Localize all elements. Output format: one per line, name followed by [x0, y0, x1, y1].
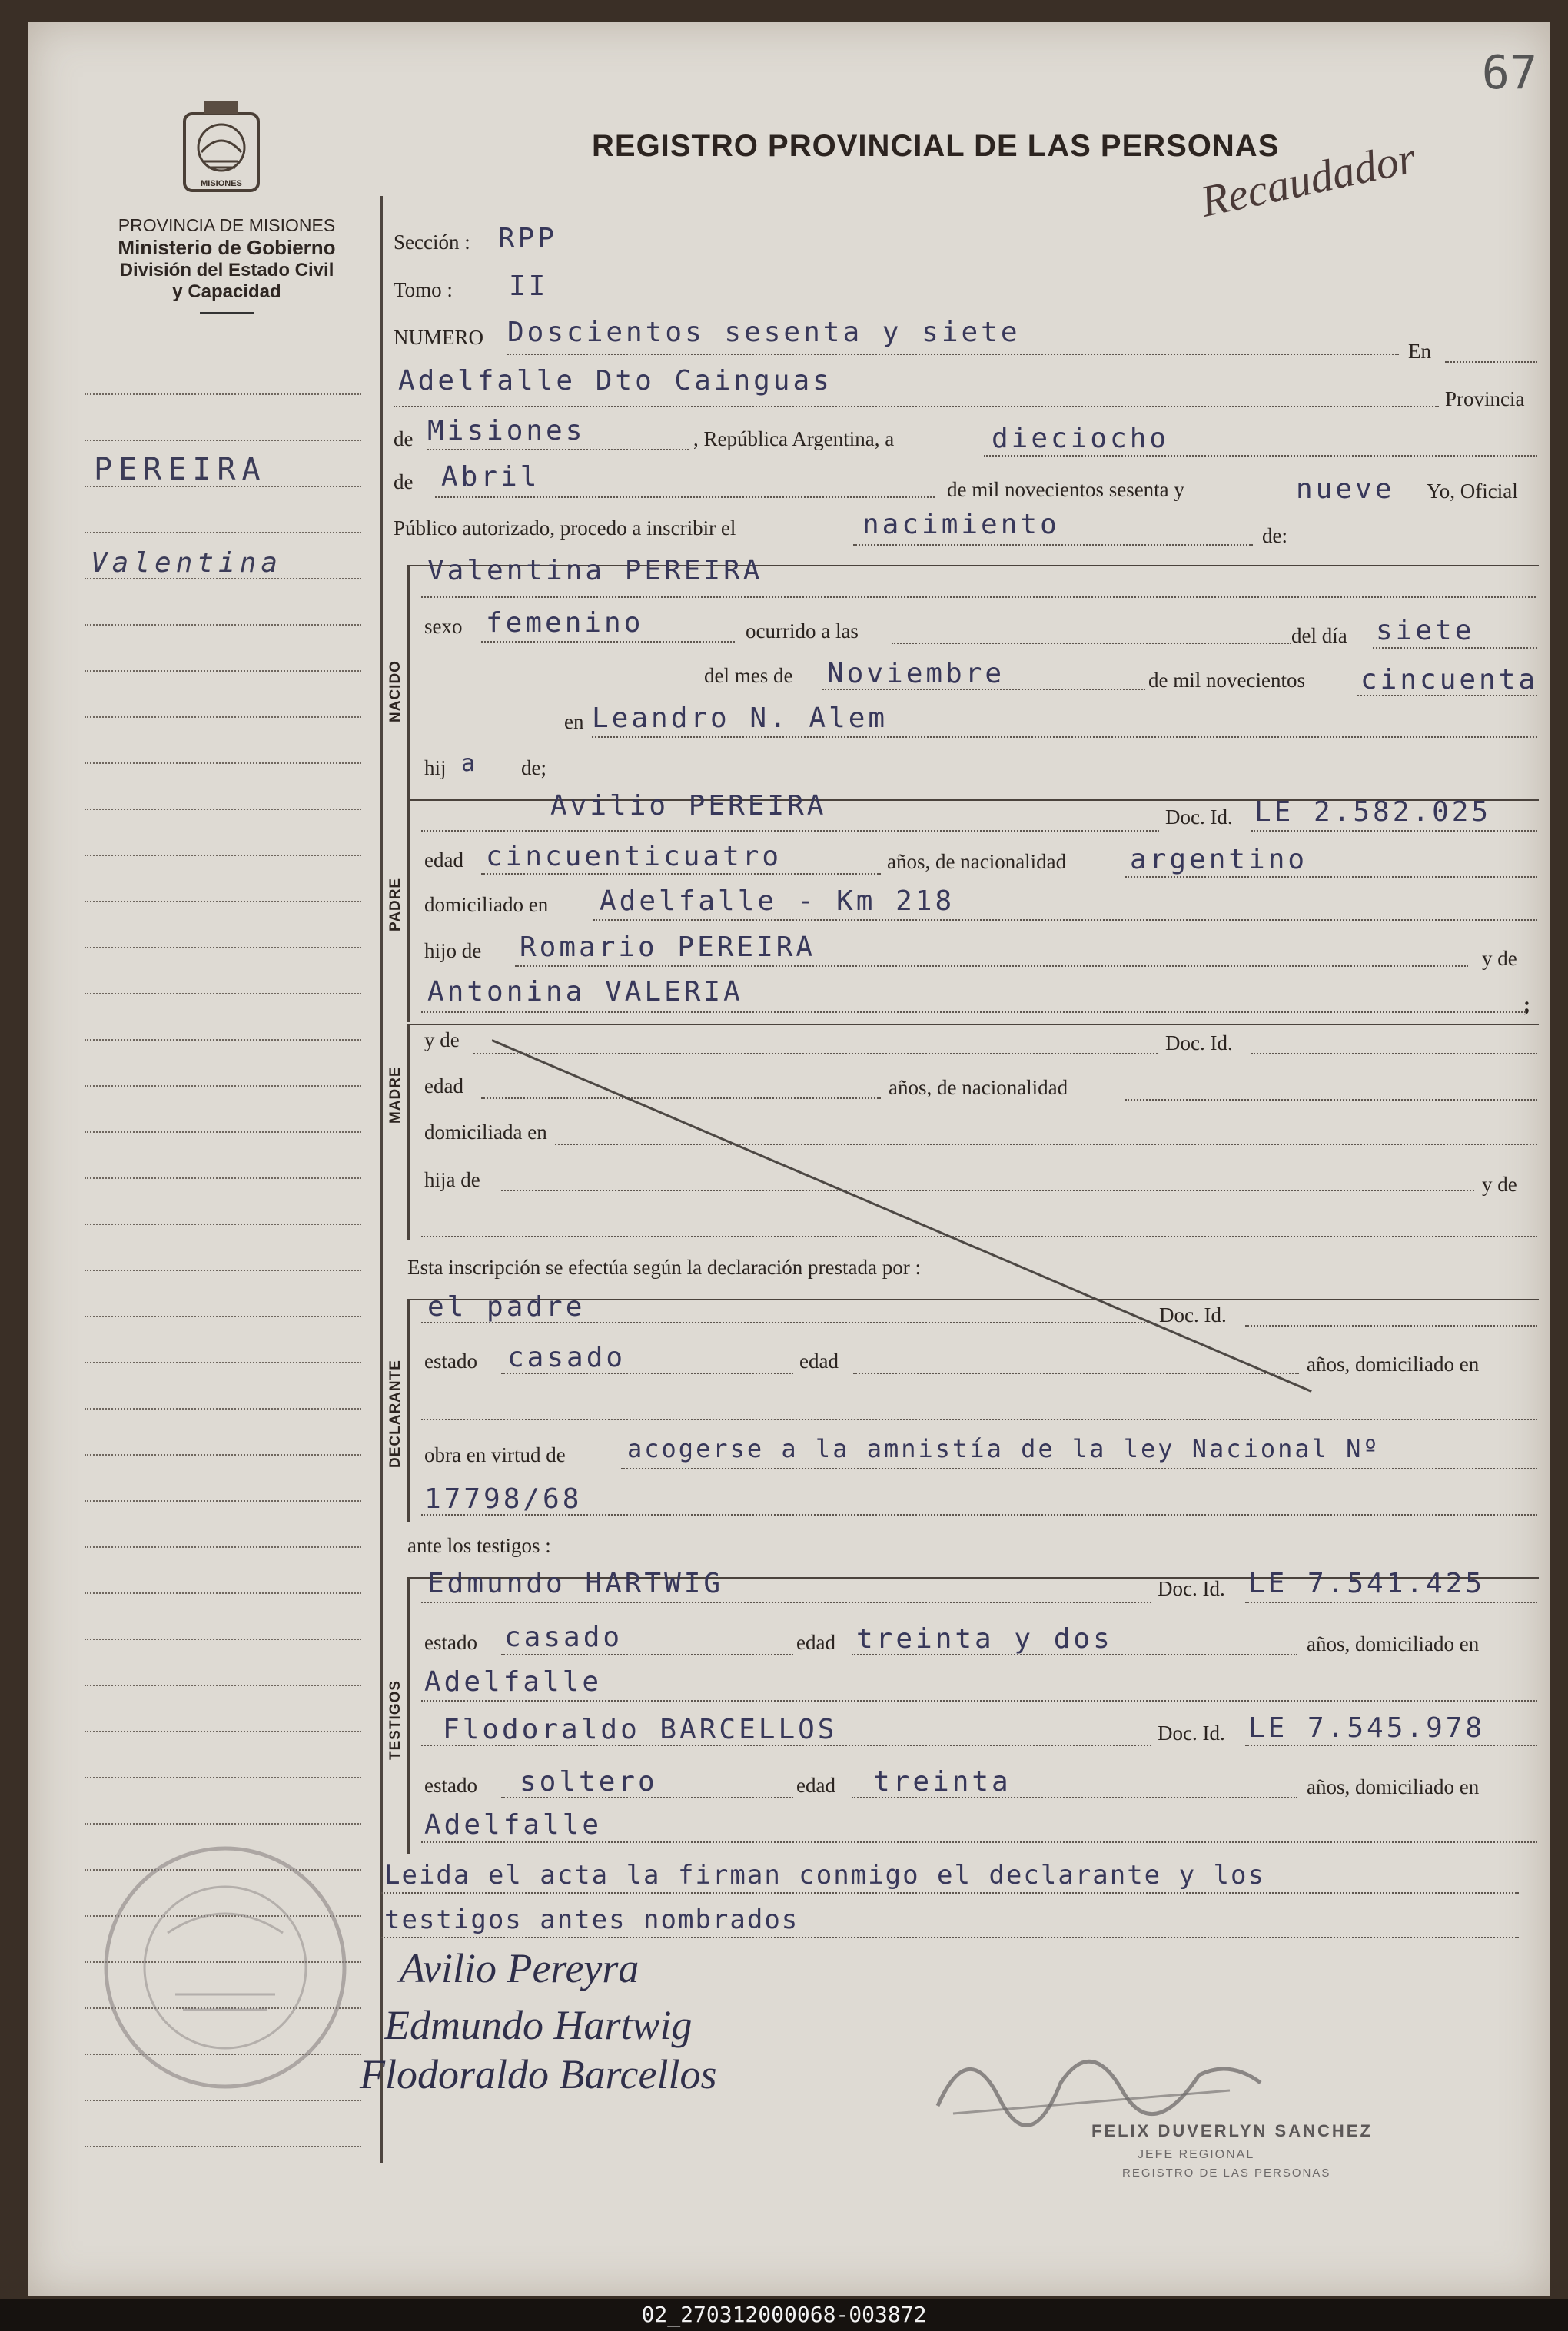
- de-label: de: [394, 427, 414, 450]
- padre-doc-value: LE 2.582.025: [1254, 796, 1492, 828]
- w2-estado-label: estado: [424, 1774, 477, 1797]
- margin-rule: [380, 196, 383, 2163]
- office-divider: [200, 312, 254, 314]
- w1-edad-value: treinta y dos: [856, 1623, 1113, 1655]
- padre-father-value: Romario PEREIRA: [520, 931, 816, 963]
- mil-label: de mil novecientos sesenta y: [947, 478, 1184, 501]
- de2-label: de: [394, 470, 414, 493]
- margin-surname: PEREIRA: [94, 452, 267, 487]
- padre-edad-line: [481, 873, 881, 875]
- margin-ruled-line: [85, 1454, 361, 1456]
- sexo-value: femenino: [486, 607, 644, 639]
- publico-label: Público autorizado, procedo a inscribir el: [394, 516, 736, 540]
- declarante-edad-line: [853, 1373, 1299, 1374]
- margin-ruled-line: [85, 1777, 361, 1778]
- month-value: Abril: [441, 461, 540, 493]
- margin-ruled-line: [85, 1039, 361, 1041]
- madre-dom-line: [555, 1144, 1537, 1145]
- testigos-intro: ante los testigos :: [407, 1534, 551, 1557]
- padre-name-line: [421, 830, 1159, 832]
- signature-declarante: Avilio Pereyra: [400, 1945, 639, 1991]
- declarante-estado-label: estado: [424, 1350, 477, 1373]
- act-value: nacimiento: [862, 509, 1060, 540]
- margin-ruled-line: [85, 1131, 361, 1133]
- hij-label: hij: [424, 756, 447, 779]
- margin-ruled-line: [85, 1316, 361, 1317]
- obra-value: acogerse a la amnistía de la ley Nacional Nº: [627, 1434, 1380, 1463]
- w1-edad-label: edad: [796, 1631, 835, 1654]
- padre-label: PADRE: [387, 877, 404, 931]
- margin-ruled-line: [85, 855, 361, 856]
- provincial-emblem-icon: [174, 98, 269, 206]
- en-line: [1445, 361, 1537, 363]
- madre-dom-label: domiciliada en: [424, 1121, 547, 1144]
- nacido-label: NACIDO: [387, 660, 404, 722]
- closing-line2: testigos antes nombrados: [384, 1904, 799, 1935]
- sexo-line: [481, 641, 735, 643]
- w1-estado-value: casado: [504, 1622, 623, 1653]
- image-identifier: 02_270312000068-003872: [0, 2299, 1568, 2331]
- margin-ruled-line: [85, 1270, 361, 1271]
- w2-estado-value: soltero: [520, 1766, 658, 1798]
- margin-ruled-line: [85, 1408, 361, 1410]
- declarante-label: DECLARANTE: [387, 1360, 404, 1468]
- closing-line2-rule: [381, 1937, 1519, 1938]
- w1-dom-value: Adelfalle: [424, 1666, 603, 1698]
- mes-value: Noviembre: [827, 658, 1005, 689]
- hij-value: a: [461, 750, 479, 777]
- madre-line2: [421, 1236, 1537, 1237]
- margin-ruled-line: [85, 1592, 361, 1594]
- padre-bar: [407, 799, 410, 1022]
- mes-line: [822, 689, 1145, 690]
- margin-ruled-line: [85, 993, 361, 994]
- margin-ruled-line: [85, 1546, 361, 1548]
- margin-ruled-line: [85, 1731, 361, 1732]
- padre-name: Avilio PEREIRA: [550, 790, 827, 822]
- margin-ruled-line: [85, 1639, 361, 1640]
- madre-nac-line: [1125, 1099, 1537, 1101]
- obra-label: obra en virtud de: [424, 1443, 566, 1466]
- declaracion-intro: Esta inscripción se efectúa según la declaración prestada por :: [407, 1256, 921, 1279]
- official-seal-icon: [98, 1841, 352, 2094]
- signature-witness2: Flodoraldo Barcellos: [360, 2051, 717, 2097]
- seccion-label: Sección :: [394, 231, 470, 254]
- de3-label: de:: [1262, 524, 1287, 547]
- office-province: PROVINCIA DE MISIONES: [118, 215, 336, 235]
- day-value: dieciocho: [992, 423, 1170, 454]
- w2-doc-value: LE 7.545.978: [1248, 1712, 1486, 1744]
- padre-nac-label: años, de nacionalidad: [887, 850, 1067, 873]
- page-number: 67: [1481, 46, 1537, 100]
- page-title: REGISTRO PROVINCIAL DE LAS PERSONAS: [592, 129, 1280, 163]
- padre-dom-label: domiciliado en: [424, 893, 549, 916]
- dia-line: [1373, 647, 1537, 649]
- hora-line: [892, 643, 1291, 644]
- w2-anos-label: años, domiciliado en: [1307, 1775, 1480, 1798]
- margin-ruled-line: [85, 762, 361, 764]
- w1-edad-line: [852, 1654, 1297, 1655]
- margin-ruled-line: [85, 947, 361, 948]
- declarante-bar: [407, 1299, 410, 1522]
- province-value: Misiones: [427, 415, 586, 447]
- w2-dom-line: [421, 1841, 1537, 1843]
- declarante-anos-label: años, domiciliado en: [1307, 1353, 1480, 1376]
- w2-edad-label: edad: [796, 1774, 835, 1797]
- madre-top-line: [409, 1024, 1539, 1025]
- padre-edad-value: cincuenticuatro: [486, 841, 782, 872]
- margin-ruled-line: [85, 1362, 361, 1363]
- declarante-doc-label: Doc. Id.: [1159, 1303, 1227, 1327]
- margin-ruled-line: [85, 809, 361, 810]
- month-line: [435, 496, 935, 498]
- tomo-value: II: [509, 271, 549, 302]
- nacido-place-line: [592, 736, 1537, 738]
- w1-doc-line: [1245, 1602, 1537, 1603]
- closing-line1: Leida el acta la firman conmigo el declarante y los: [384, 1860, 1265, 1891]
- nacido-mil-label: de mil novecientos: [1148, 669, 1305, 692]
- place-value: Adelfalle Dto Cainguas: [398, 365, 832, 397]
- nacido-de-label: de;: [521, 756, 546, 779]
- w2-dom-value: Adelfalle: [424, 1809, 603, 1841]
- w2-doc-label: Doc. Id.: [1158, 1722, 1225, 1745]
- declarante-estado-line: [501, 1373, 793, 1374]
- testigos-bar: [407, 1577, 410, 1854]
- w2-doc-line: [1245, 1745, 1537, 1746]
- padre-nac-value: argentino: [1130, 844, 1308, 875]
- padre-edad-label: edad: [424, 848, 463, 872]
- madre-nac-label: años, de nacionalidad: [889, 1076, 1068, 1099]
- madre-yde2-label: y de: [1482, 1173, 1517, 1196]
- dia-value: siete: [1376, 615, 1475, 646]
- margin-ruled-line: [85, 1685, 361, 1686]
- dia-label: del día: [1291, 624, 1347, 647]
- stamp-role: JEFE REGIONAL: [1138, 2148, 1255, 2161]
- padre-dom-value: Adelfalle - Km 218: [600, 885, 955, 917]
- padre-semicolon: ;: [1523, 993, 1530, 1016]
- obra-value2: 17798/68: [424, 1483, 583, 1515]
- w1-doc-value: LE 7.541.425: [1248, 1568, 1486, 1599]
- padre-mother-line: [421, 1011, 1528, 1013]
- padre-father-line: [515, 965, 1468, 967]
- tomo-label: Tomo :: [394, 278, 453, 301]
- madre-name-line: [473, 1053, 1158, 1054]
- province-line: [427, 449, 689, 450]
- w1-estado-label: estado: [424, 1631, 477, 1654]
- office-ministry: Ministerio de Gobierno: [118, 236, 336, 259]
- office-division: División del Estado Civil: [119, 260, 334, 281]
- padre-nac-line: [1125, 876, 1537, 878]
- w2-name: Flodoraldo BARCELLOS: [443, 1714, 838, 1745]
- w2-name-line: [421, 1745, 1151, 1746]
- seccion-value: RPP: [498, 223, 558, 254]
- padre-mother-value: Antonina VALERIA: [427, 976, 743, 1008]
- office-capacidad: y Capacidad: [172, 281, 281, 302]
- margin-ruled-line: [85, 393, 361, 395]
- numero-label: NUMERO: [394, 326, 484, 349]
- day-line: [984, 455, 1537, 457]
- madre-bar: [407, 1024, 410, 1240]
- w1-dom-line: [421, 1700, 1537, 1702]
- signature-witness1: Edmundo Hartwig: [384, 2002, 693, 2048]
- stamp-office: REGISTRO DE LAS PERSONAS: [1122, 2167, 1331, 2180]
- madre-hija-line: [501, 1190, 1474, 1191]
- margin-given-name: Valentina: [91, 547, 283, 579]
- sexo-label: sexo: [424, 615, 463, 638]
- emblem-text: MISIONES: [201, 179, 242, 188]
- en-label: En: [1408, 340, 1431, 363]
- provincia-label: Provincia: [1445, 387, 1525, 410]
- madre-label: MADRE: [387, 1066, 404, 1124]
- closing-line1-rule: [381, 1892, 1519, 1894]
- recaudador-stamp: Recaudador: [1196, 132, 1420, 227]
- nacido-place-value: Leandro N. Alem: [592, 702, 889, 734]
- ocurrido-label: ocurrido a las: [746, 619, 859, 643]
- w2-edad-value: treinta: [873, 1766, 1012, 1798]
- place-line: [394, 406, 1439, 407]
- mes-label: del mes de: [704, 664, 793, 687]
- w1-estado-line: [501, 1654, 793, 1655]
- margin-ruled-line: [85, 1085, 361, 1087]
- numero-line: [507, 354, 1399, 355]
- declarante-line: [421, 1322, 1151, 1323]
- padre-yde-label: y de: [1482, 947, 1517, 970]
- issuing-office: [73, 215, 380, 314]
- declarante-doc-line: [1245, 1325, 1537, 1327]
- margin-ruled-line: [85, 532, 361, 533]
- padre-doc-line: [1251, 830, 1537, 832]
- declarante-estado-value: casado: [507, 1342, 626, 1373]
- registrar-stamp: [907, 1991, 1399, 2183]
- republica-label: , República Argentina, a: [693, 427, 895, 450]
- testigos-label: TESTIGOS: [387, 1679, 404, 1760]
- oficial-label: Yo, Oficial: [1427, 480, 1518, 503]
- act-line: [853, 544, 1253, 546]
- obra-line: [621, 1468, 1537, 1469]
- declarante-value: el padre: [427, 1291, 586, 1323]
- nacido-year-line: [1357, 695, 1537, 696]
- margin-ruled-line: [85, 1177, 361, 1179]
- margin-ruled-line: [85, 1500, 361, 1502]
- w1-anos-label: años, domiciliado en: [1307, 1632, 1480, 1655]
- margin-ruled-line: [85, 716, 361, 718]
- w1-name: Edmundo HARTWIG: [427, 1568, 724, 1599]
- nacido-bar: [407, 565, 410, 803]
- padre-hijo-label: hijo de: [424, 939, 482, 962]
- margin-ruled-line: [85, 624, 361, 626]
- obra-line2: [421, 1514, 1537, 1516]
- margin-ruled-line: [85, 901, 361, 902]
- margin-ruled-line: [85, 440, 361, 441]
- margin-ruled-line: [85, 670, 361, 672]
- madre-doc-line: [1251, 1053, 1537, 1054]
- nacido-name: Valentina PEREIRA: [427, 555, 763, 586]
- padre-doc-label: Doc. Id.: [1165, 805, 1233, 828]
- declarante-dom-line: [421, 1419, 1537, 1420]
- nacido-name-line: [421, 596, 1536, 598]
- madre-doc-label: Doc. Id.: [1165, 1031, 1233, 1054]
- padre-dom-line: [593, 919, 1537, 921]
- year-value: nueve: [1296, 473, 1395, 505]
- margin-ruled-line: [85, 2146, 361, 2147]
- madre-hija-label: hija de: [424, 1168, 480, 1191]
- margin-ruled-line: [85, 1823, 361, 1825]
- madre-edad-line: [481, 1097, 881, 1099]
- declarante-edad-label: edad: [799, 1350, 839, 1373]
- stamp-name: FELIX DUVERLYN SANCHEZ: [1091, 2121, 1373, 2140]
- nacido-en-label: en: [564, 710, 584, 733]
- w2-estado-line: [501, 1797, 793, 1798]
- w2-edad-line: [852, 1797, 1297, 1798]
- margin-ruled-line: [85, 1224, 361, 1225]
- margin-ruled-line: [85, 2100, 361, 2101]
- nacido-year-value: cincuenta: [1360, 664, 1539, 696]
- w1-name-line: [421, 1602, 1151, 1603]
- madre-edad-label: edad: [424, 1074, 463, 1097]
- numero-value: Doscientos sesenta y siete: [507, 317, 1021, 348]
- madre-yde-label: y de: [424, 1028, 460, 1051]
- w1-doc-label: Doc. Id.: [1158, 1577, 1225, 1600]
